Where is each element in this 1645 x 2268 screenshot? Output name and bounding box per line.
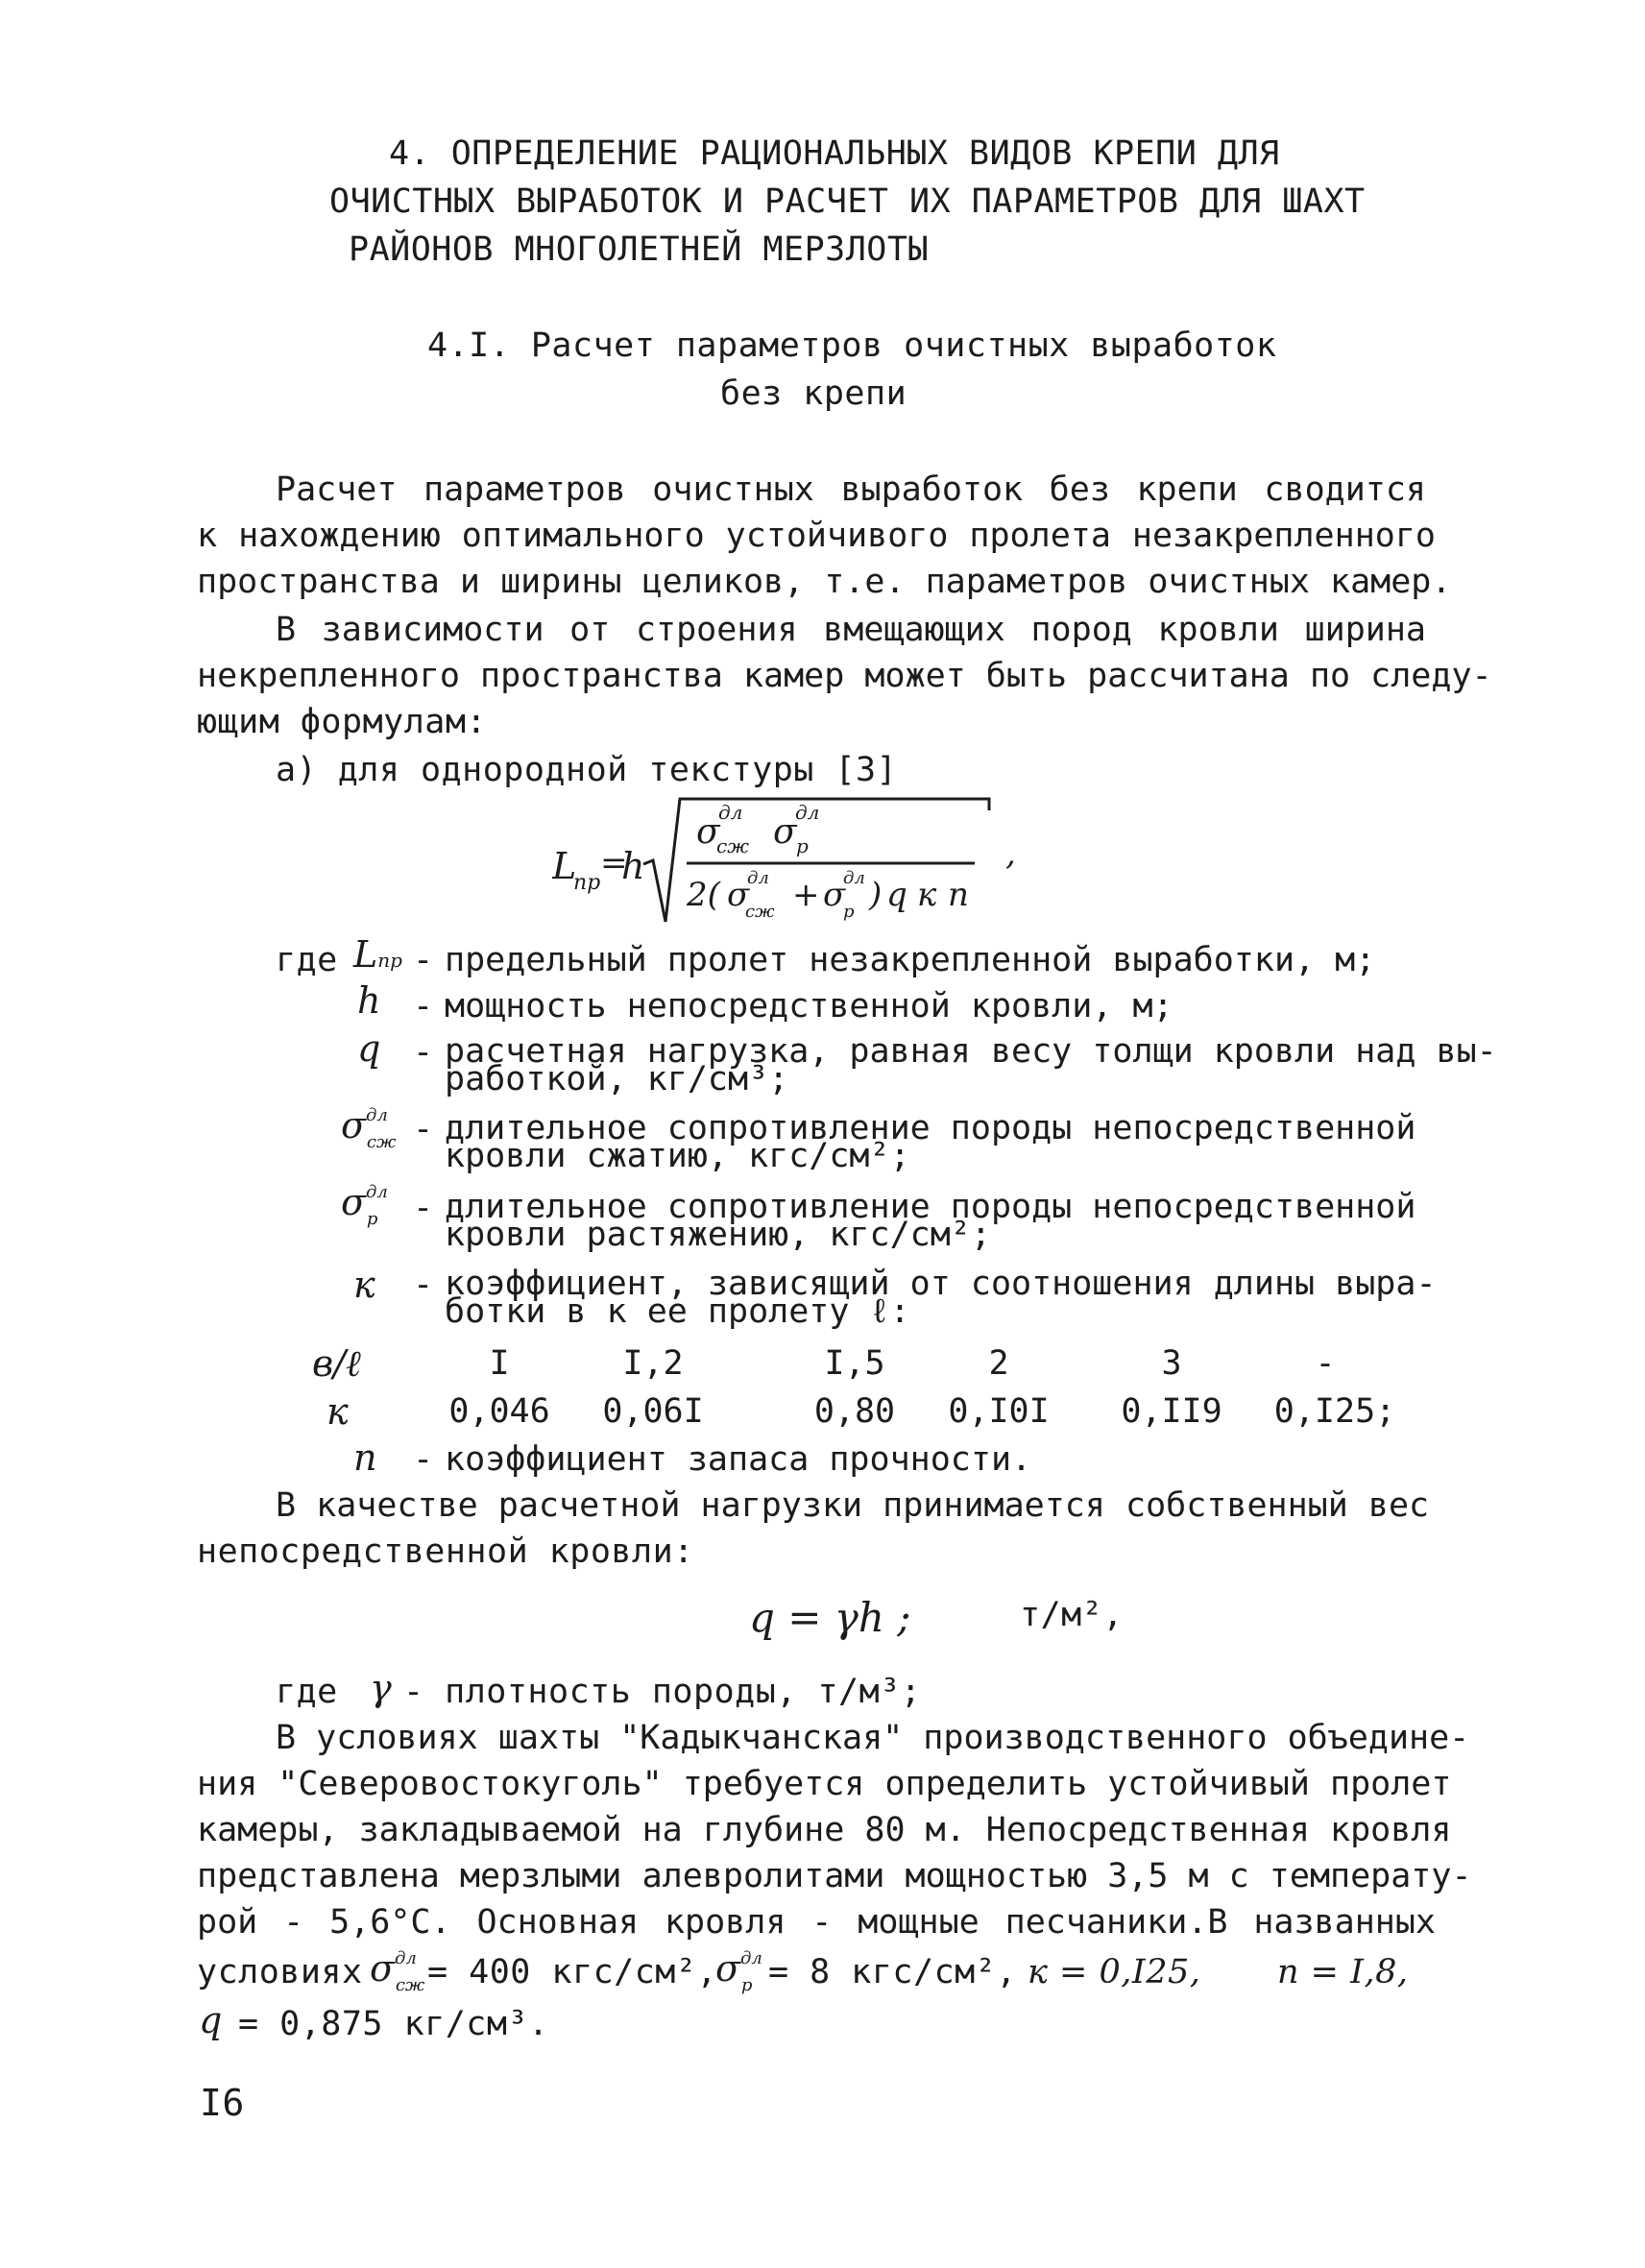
definition-sigma-cj-text-2: кровли сжатию, кгс/см²; <box>445 1137 910 1175</box>
denominator-plus: + <box>792 876 820 914</box>
denominator-sigma-c: σ <box>727 876 750 914</box>
denominator-k: к <box>917 876 937 914</box>
subsection-heading-line-1: 4.I. Расчет параметров очистных выработок <box>427 326 1277 365</box>
where-gamma: где <box>276 1673 338 1711</box>
paragraph-line: пространства и ширины целиков, т.е. параметров очистных камер. <box>197 563 1452 601</box>
condition-sigma-r-value: = 8 кгс/см², <box>768 1953 1017 1991</box>
definition-dash: - <box>413 1110 434 1148</box>
condition-n-value: п = I,8, <box>1277 1953 1409 1991</box>
numerator-sup-r: дл <box>795 801 820 824</box>
denominator-sup-c: дл <box>747 868 769 888</box>
where-intro: где <box>276 941 338 979</box>
paragraph-line: В условиях шахты "Кадыкчанская" производственного объедине- <box>276 1719 1470 1757</box>
symbol-n: п <box>353 1436 377 1479</box>
paragraph-line: ющим формулам: <box>197 703 488 741</box>
k-table-cell: 3 <box>1161 1344 1182 1383</box>
paragraph-line: к нахождению оптимального устойчивого пролета незакрепленного <box>197 517 1436 555</box>
definition-dash: - <box>413 1266 434 1304</box>
denominator-sub-c: сж <box>745 902 775 922</box>
paragraph-line: некрепленного пространства камер может быть рассчитана по следу- <box>197 657 1492 695</box>
section-heading-line-3: РАЙОНОВ МНОГОЛЕТНЕЙ МЕРЗЛОТЫ <box>349 230 930 269</box>
conditions-prefix: условиях <box>197 1953 363 1991</box>
denominator-sub-r: р <box>843 902 855 922</box>
symbol-k: к <box>353 1264 375 1306</box>
span-formula <box>552 787 1090 931</box>
paragraph-line: камеры, закладываемой на глубине 80 м. Непосредственная кровля <box>197 1811 1452 1849</box>
k-table-cell: 0,I0I <box>948 1392 1050 1431</box>
k-table-cell: I,2 <box>622 1344 684 1383</box>
paragraph-line: непосредственной кровли: <box>197 1532 694 1571</box>
symbol-L-np: Lпр <box>353 933 402 976</box>
definition-q-text-2: работкой, кг/см³; <box>445 1060 789 1098</box>
formula-h: h <box>621 845 645 887</box>
definition-sigma-r-text-1: длительное сопротивление породы непосредственной <box>445 1188 1416 1226</box>
k-table-cell: - <box>1315 1344 1336 1383</box>
condition-sigma-cj-value: = 400 кгс/см², <box>427 1953 718 1991</box>
load-formula: q = γh ; <box>749 1594 911 1641</box>
formula-lhs-subscript: пр <box>573 871 601 895</box>
denominator-q: q <box>886 876 907 914</box>
definition-k-text-1: коэффициент, зависящий от соотношения длины выра- <box>445 1265 1437 1303</box>
symbol-gamma: γ <box>370 1667 392 1709</box>
symbol-h: h <box>357 979 381 1022</box>
page-number: I6 <box>200 2082 245 2124</box>
numerator-sub-r: р <box>796 834 809 857</box>
denominator-sigma-r: σ <box>823 876 846 914</box>
k-table-cell: 0,80 <box>813 1392 896 1431</box>
paragraph-line: представлена мерзлыми алевролитами мощностью 3,5 м с температу- <box>197 1857 1472 1895</box>
definition-sigma-r-text-2: кровли растяжению, кгс/см²; <box>445 1216 991 1254</box>
paragraph-line: В качестве расчетной нагрузки принимается собственный вес <box>276 1486 1430 1525</box>
paragraph-line: ния "Северовостокуголь" требуется определить устойчивый пролет <box>197 1765 1452 1803</box>
definition-Lnp-text: предельный пролет незакрепленной выработки, м; <box>445 941 1376 979</box>
k-table-cell: I,5 <box>824 1344 885 1383</box>
numerator-sup-c: дл <box>718 801 743 824</box>
symbol-q: q <box>357 1027 381 1070</box>
denominator-n: п <box>948 876 969 914</box>
definition-n-text: коэффициент запаса прочности. <box>445 1440 1032 1479</box>
symbol-sigma-cj: $\sigma^{дл}_{сж}$ <box>341 1104 397 1152</box>
numerator-sub-c: сж <box>716 834 749 857</box>
condition-q-value: = 0,875 кг/см³. <box>238 2005 549 2043</box>
definition-h-text: мощность непосредственной кровли, м; <box>445 987 1173 1025</box>
symbol-sigma-r: $\sigma^{дл}_р$ <box>341 1181 388 1229</box>
k-table-cell: 0,II9 <box>1121 1392 1222 1431</box>
k-table-row2-label: к <box>327 1390 349 1433</box>
definition-sigma-cj-text-1: длительное сопротивление породы непосредственной <box>445 1109 1416 1147</box>
condition-k-value: к = 0,I25, <box>1028 1953 1201 1991</box>
formula-lhs: L <box>552 845 577 887</box>
definition-k-text-2: ботки в к ее пролету ℓ: <box>445 1292 910 1331</box>
section-heading-line-1: 4. ОПРЕДЕЛЕНИЕ РАЦИОНАЛЬНЫХ ВИДОВ КРЕПИ ДЛЯ <box>389 134 1280 173</box>
k-table-cell: 0,06I <box>602 1392 704 1431</box>
section-heading-line-2: ОЧИСТНЫХ ВЫРАБОТОК И РАСЧЕТ ИХ ПАРАМЕТРОВ ДЛЯ ШАХТ <box>329 182 1366 221</box>
symbol-sigma-cj-inline: $\sigma^{дл}_{сж}$ <box>370 1947 425 1995</box>
definition-dash: - <box>413 1189 434 1227</box>
denominator-sup-r: дл <box>843 868 865 888</box>
definition-q-text-1: расчетная нагрузка, равная весу толщи кровли над вы- <box>445 1032 1497 1071</box>
symbol-sigma-r-inline: $\sigma^{дл}_р$ <box>715 1947 762 1995</box>
paragraph-line: рой - 5,6°С. Основная кровля - мощные песчаники.В названных <box>197 1903 1436 1942</box>
numerator-sigma-c: σ <box>696 812 720 852</box>
formula-trailing-comma: , <box>1005 834 1016 873</box>
symbol-q-inline: q <box>199 1999 223 2041</box>
formula-equals: = <box>600 844 628 882</box>
definition-dash: - <box>413 941 434 979</box>
numerator-sigma-r: σ <box>773 812 797 852</box>
k-table-cell: 2 <box>988 1344 1009 1383</box>
paragraph-line: В зависимости от строения вмещающих пород кровли ширина <box>276 611 1426 649</box>
k-table-cell: 0,I25; <box>1273 1392 1396 1431</box>
denominator-close: ) <box>869 876 883 914</box>
subsection-heading-line-2: без крепи <box>720 374 907 413</box>
denominator-two: 2( <box>687 876 720 914</box>
load-formula-unit: т/м², <box>1020 1596 1124 1634</box>
definition-dash: - <box>413 1033 434 1072</box>
paragraph-line: Расчет параметров очистных выработок без крепи сводится <box>276 470 1426 509</box>
k-table-row1-label: в/ℓ <box>312 1342 361 1385</box>
gamma-definition-text: - плотность породы, т/м³; <box>403 1673 922 1711</box>
k-table-cell: I <box>489 1344 510 1383</box>
k-table-cell: 0,046 <box>448 1392 550 1431</box>
definition-dash: - <box>413 987 434 1025</box>
case-a-label: а) для однородной текстуры [3] <box>276 751 898 789</box>
definition-dash: - <box>413 1440 434 1479</box>
